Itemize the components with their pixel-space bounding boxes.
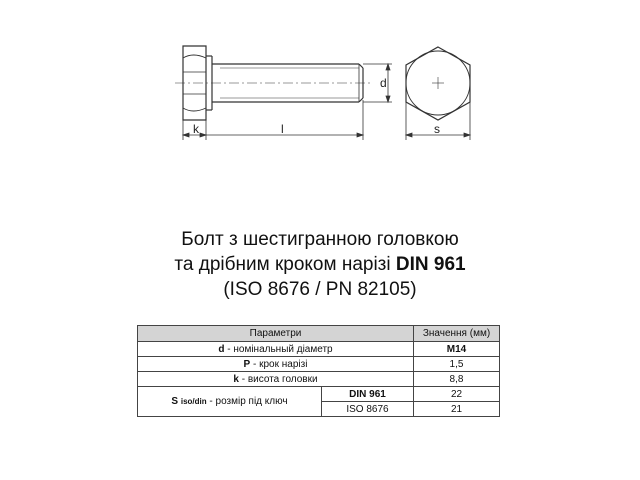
label-k: k xyxy=(193,122,199,136)
parameters-table xyxy=(137,325,500,417)
bolt-technical-drawing xyxy=(0,0,640,160)
label-l: l xyxy=(281,122,284,136)
param-description: - висота головки xyxy=(238,373,318,385)
param-value: 21 xyxy=(414,402,500,417)
param-subscript: iso/din xyxy=(180,397,207,406)
standard-din: DIN 961 xyxy=(322,387,414,402)
label-s: s xyxy=(434,122,440,136)
s-param-cell xyxy=(138,387,322,417)
param-symbol: d xyxy=(218,343,225,355)
table-header-row xyxy=(138,326,500,342)
param-value: M14 xyxy=(414,342,500,357)
table-row xyxy=(138,342,500,357)
bolt-end-view xyxy=(406,47,470,120)
bolt-side-view xyxy=(175,46,372,120)
param-symbol: P xyxy=(243,358,251,370)
param-value: 1,5 xyxy=(414,357,500,372)
title-line-3: (ISO 8676 / PN 82105) xyxy=(223,279,417,300)
table-row xyxy=(138,387,500,402)
param-value: 8,8 xyxy=(414,372,500,387)
label-d: d xyxy=(380,76,387,90)
table-row xyxy=(138,357,500,372)
param-value: 22 xyxy=(414,387,500,402)
header-parameters: Параметри xyxy=(138,326,414,342)
param-description: - номінальный діаметр xyxy=(224,343,333,355)
title-line-1: Болт з шестигранною головкою xyxy=(181,229,459,250)
header-values: Значення (мм) xyxy=(414,326,500,342)
table-row xyxy=(138,372,500,387)
param-symbol: k xyxy=(233,373,239,385)
title-line-2: та дрібним кроком нарізі DIN 961 xyxy=(174,254,466,275)
standard-name: DIN 961 xyxy=(395,254,466,275)
param-description: - крок нарізі xyxy=(250,358,308,370)
param-description: - розмір під ключ xyxy=(206,396,288,407)
standard-iso: ISO 8676 xyxy=(322,402,414,417)
param-symbol: S xyxy=(171,396,179,407)
